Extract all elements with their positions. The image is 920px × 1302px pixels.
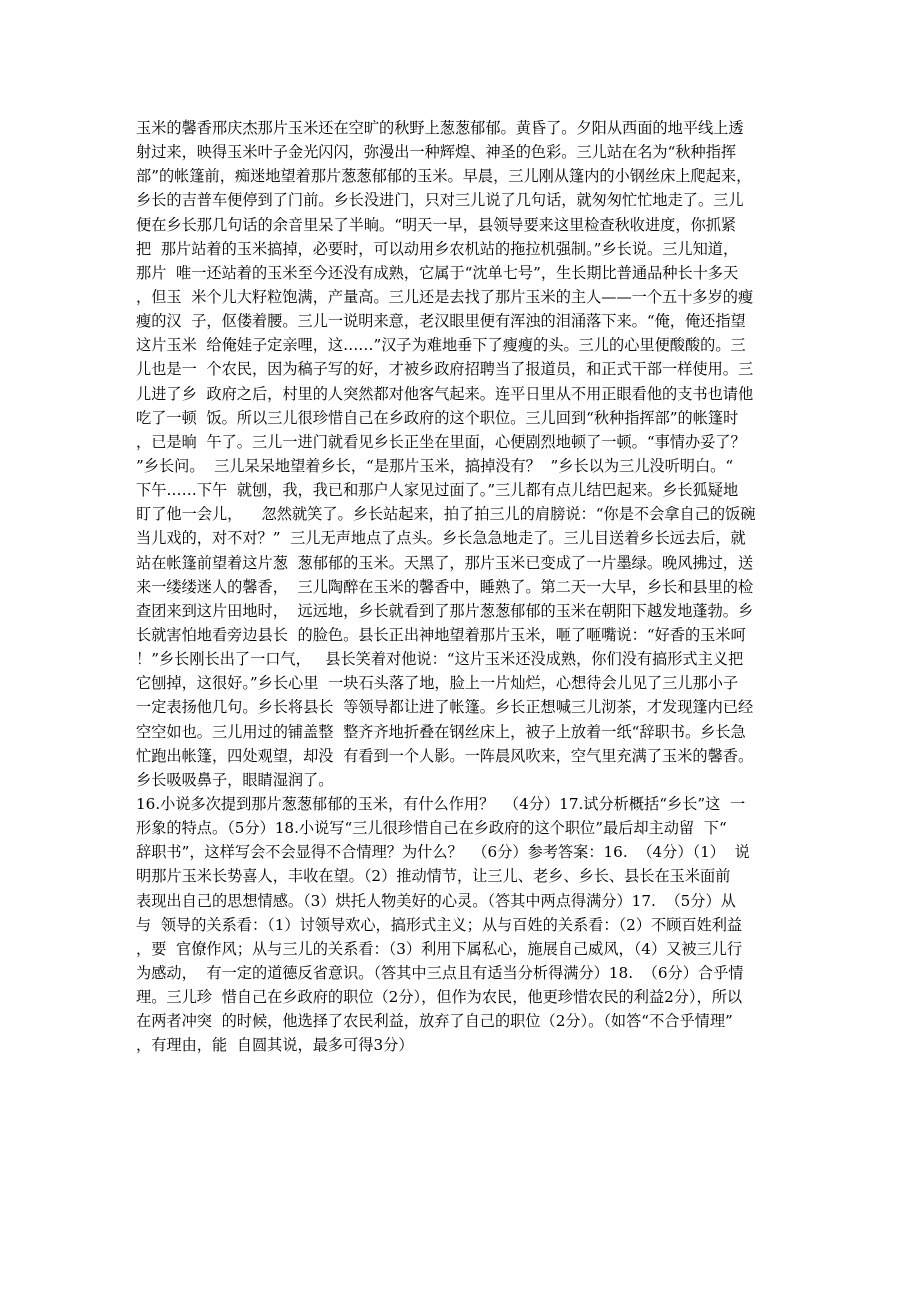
text-line-15: ”乡长问。 三儿呆呆地望着乡长，“是那片玉米，搞掉没有？ ”乡长以为三儿没听明白。“ [136,456,734,475]
text-line-11: 儿也是一 个农民，因为稿子写的好，才被乡政府招聘当了报道员，和正式干部一样使用。三 [136,360,754,379]
text-line-10: 这片玉米 给俺娃子定亲哩，这……”汉子为难地垂下了瘦瘦的头。三儿的心里便酸酸的。三 [136,336,746,355]
text-line-9: 瘦的汉 子，伛偻着腰。三儿一说明来意，老汉眼里便有浑浊的泪涌落下来。“俺，俺还指望 [136,312,746,331]
answer-line-6: 理。三儿珍 惜自己在乡政府的职位（2分），但作为农民，他更珍惜农民的利益2分），所以 [136,988,743,1007]
text-line-3: 部”的帐篷前，痴迷地望着那片葱葱郁郁的玉米。早晨，三儿刚从篷内的小钢丝床上爬起来， [136,167,752,186]
text-line-22: 长就害怕地看旁边县长 的脸色。县长正出神地望着那片玉米，咂了咂嘴说：“好香的玉米呵 [136,625,746,644]
article-body [136,116,786,1057]
answer-line-4: ，要 官僚作风；从与三儿的关系看：（3）利用下属私心，施展自己威风，（4）又被三儿行 [136,939,743,958]
question-line-3: 辞职书”，这样写会不会显得不合情理？为什么？ （6分）参考答案：16. （4分）（1） 说 [136,843,750,862]
text-line-4: 乡长的吉普车便停到了门前。乡长没进门，只对三儿说了几句话，就匆匆忙忙地走了。三儿 [136,191,744,210]
text-line-23: ！”乡长刚长出了一口气， 县长笑着对他说：“这片玉米还没成熟，你们没有搞形式主义把 [136,650,744,669]
text-line-21: 查团来到这片田地时， 远远地，乡长就看到了那片葱葱郁郁的玉米在朝阳下越发地蓬勃。乡 [136,601,754,620]
text-line-8: ，但玉 米个儿大籽粒饱满，产量高。三儿还是去找了那片玉米的主人——一个五十多岁的瘦 [136,287,754,306]
text-line-5: 便在乡长那几句话的余音里呆了半晌。“明天一早，县领导要来这里检查秋收进度，你抓紧 [136,215,737,234]
text-line-28: 乡长吸吸鼻子，眼睛湿润了。 [136,770,334,789]
text-line-12: 儿进了乡 政府之后，村里的人突然都对他客气起来。连平日里从不用正眼看他的支书也请他 [136,384,754,403]
text-line-19: 站在帐篷前望着这片葱 葱郁郁的玉米。天黑了，那片玉米已变成了一片墨绿。晚风拂过，送 [136,553,754,572]
text-line-14: ，已是晌 午了。三儿一进门就看见乡长正坐在里面，心便剧烈地顿了一顿。“事情办妥了？ [136,432,746,451]
question-line-1: 16.小说多次提到那片葱葱郁郁的玉米，有什么作用？ （4分）17.试分析概括“乡长”这 一 [136,794,746,813]
text-line-27: 忙跑出帐篷，四处观望，却没 有看到一个人影。一阵晨风吹来，空气里充满了玉米的馨香。 [136,746,754,765]
answer-line-3: 与 领导的关系看：（1）讨领导欢心，搞形式主义；从与百姓的关系看：（2）不顾百姓利益 [136,915,743,934]
text-line-25: 一定表扬他几句。乡长将县长 等领导都让进了帐篷。乡长正想喊三儿沏茶，才发现篷内已经 [136,698,754,717]
text-line-17: 盯了他一会儿， 忽然就笑了。乡长站起来，拍了拍三儿的肩膀说：“你是不会拿自己的饭碗 [136,505,756,524]
text-line-2: 射过来，映得玉米叶子金光闪闪，弥漫出一种辉煌、神圣的色彩。三儿站在名为“秋种指挥 [136,143,737,162]
text-line-7: 那片 唯一还站着的玉米至今还没有成熟，它属于“沈单七号”，生长期比普通品种长十多天 [136,263,739,282]
text-line-16: 下午……下午 就刨，我，我已和那户人家见过面了。”三儿都有点儿结巴起来。乡长狐疑地 [136,481,739,500]
text-line-1: 玉米的馨香邢庆杰那片玉米还在空旷的秋野上葱葱郁郁。黄昏了。夕阳从西面的地平线上透 [136,119,744,137]
text-line-13: 吃了一顿 饭。所以三儿很珍惜自己在乡政府的这个职位。三儿回到“秋种指挥部”的帐篷时 [136,408,739,427]
text-line-24: 它刨掉，这很好。”乡长心里 一块石头落了地，脸上一片灿烂，心想待会儿见了三儿那小子 [136,674,739,693]
answer-line-1: 明那片玉米长势喜人，丰收在望。（2）推动情节，让三儿、老乡、乡长、县长在玉米面前 [136,867,731,886]
answer-line-5: 为感动， 有一定的道德反省意识。（答其中三点且有适当分析得满分）18. （6分）合乎情 [136,963,744,982]
text-line-26: 空空如也。三儿用过的铺盖整 整齐齐地折叠在钢丝床上，被子上放着一纸“辞职书。乡长急 [136,722,746,741]
answer-line-2: 表现出自己的思想情感。（3）烘托人物美好的心灵。（答其中两点得满分）17. （5分）从 [136,891,736,910]
question-line-2: 形象的特点。（5分）18.小说写“三儿很珍惜自己在乡政府的这个职位”最后却主动留 下“ [136,819,727,838]
answer-line-7: 在两者冲突 的时候，他选择了农民利益，放弃了自己的职位（2分）。（如答“不合乎情理” [136,1012,733,1031]
text-line-6: 把 那片站着的玉米搞掉，必要时，可以动用乡农机站的拖拉机强制。”乡长说。三儿知道， [136,239,739,258]
text-line-18: 当儿戏的，对不对？” 三儿无声地点了点头。乡长急急地走了。三儿目送着乡长远去后，就 [136,529,746,548]
text-line-20: 来一缕缕迷人的馨香， 三儿陶醉在玉米的馨香中，睡熟了。第二天一大早，乡长和县里的检 [136,577,754,596]
answer-line-8: ，有理由，能 自圆其说，最多可得3分） [136,1036,414,1055]
